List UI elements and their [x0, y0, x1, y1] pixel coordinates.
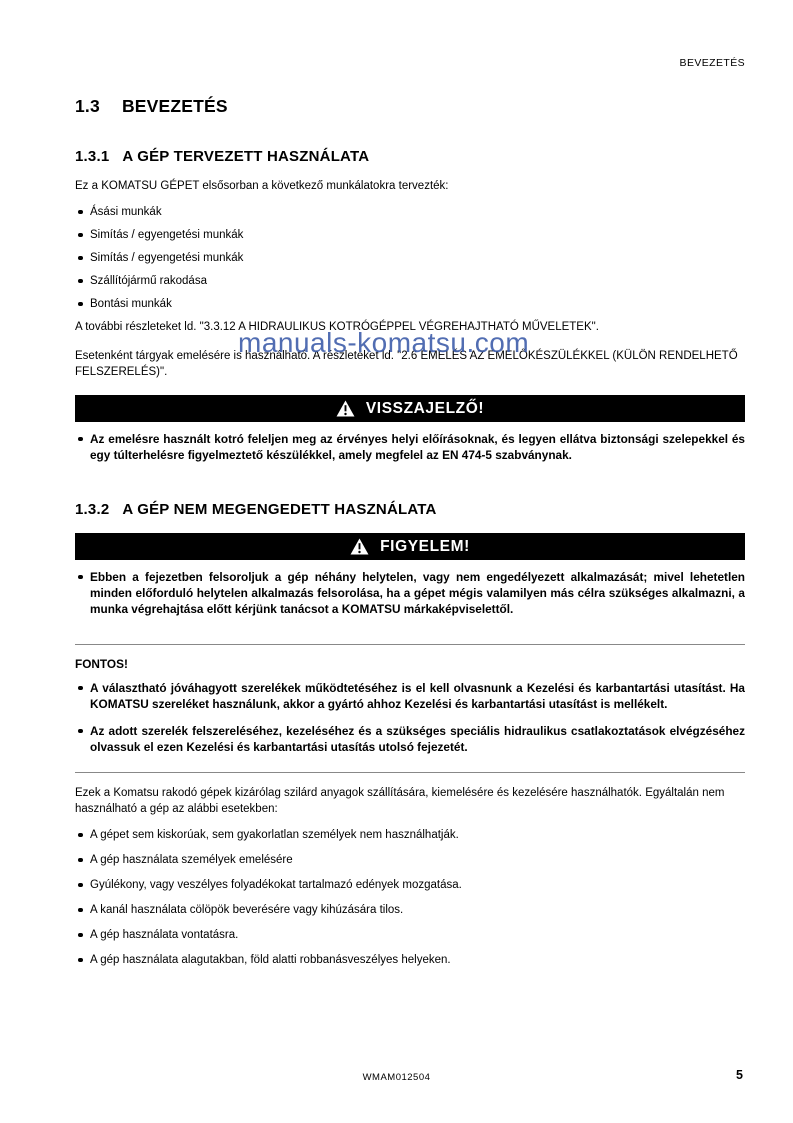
- warning-text-list: [75, 569, 745, 617]
- subsection-title-intended-use: [75, 148, 745, 165]
- prohibited-use-list: [75, 827, 745, 968]
- warning-banner: [75, 533, 745, 560]
- intended-use-lead: Ez a KOMATSU GÉPET elsősorban a következő munkálatokra tervezték:: [75, 180, 449, 192]
- subsection-title-text: A GÉP NEM MEGENGEDETT HASZNÁLATA: [122, 501, 437, 518]
- list-item: A gép használata személyek emelésére: [75, 852, 745, 868]
- warning-triangle-icon: [350, 538, 369, 555]
- running-header: BEVEZETÉS: [679, 57, 745, 69]
- subsection-title-text: A GÉP TERVEZETT HASZNÁLATA: [122, 148, 370, 165]
- intended-use-para1: A további részleteket ld. "3.3.12 A HIDRAULIKUS KOTRÓGÉPPEL VÉGREHAJTHATÓ MŰVELETEK".: [75, 321, 599, 333]
- subsection-title-prohibited-use: [75, 501, 745, 518]
- page-title: [75, 96, 745, 117]
- list-item: Bontási munkák: [75, 296, 745, 312]
- list-item: Simítás / egyengetési munkák: [75, 250, 745, 266]
- list-item: Szállítójármű rakodása: [75, 273, 745, 289]
- list-item: Ásási munkák: [75, 204, 745, 220]
- list-item: A gép használata vontatásra.: [75, 927, 745, 943]
- list-item: Az adott szerelék felszereléséhez, kezeléséhez és a szükséges speciális hidraulikus csatlakoztatások elvégzéséhez olvassuk el ezen Kezelési és karbantartási utasítás utolsó fejezetét.: [75, 723, 745, 755]
- list-item: A gépet sem kiskorúak, sem gyakorlatlan személyek nem használhatják.: [75, 827, 745, 843]
- list-item: Ebben a fejezetben felsoroljuk a gép néhány helytelen, vagy nem engedélyezett alkalmazását; mivel lehetetlen minden előforduló helytelen alkalmazás felsorolása, ha a gépet mégis valamilyen más célra szükséges alkalmazni, a munka végrehajtása előtt kérjünk tanácsot a KOMATSU márkaképviselettől.: [75, 569, 745, 617]
- important-list: [75, 680, 745, 755]
- list-item: Simítás / egyengetési munkák: [75, 227, 745, 243]
- list-item: Az emelésre használt kotró feleljen meg az érvényes helyi előírásoknak, és legyen ellátva biztonsági szelepekkel és egy túlterhelésre figyelmeztető készülékkel, amely megfelel az EN 474-5 szabványnak.: [75, 431, 745, 463]
- important-title: FONTOS!: [75, 657, 128, 671]
- notice-banner-title: VISSZAJELZŐ!: [365, 399, 485, 417]
- section-number: 1.3: [75, 96, 100, 116]
- list-item: A kanál használata cölöpök beverésére vagy kihúzására tilos.: [75, 902, 745, 918]
- list-item: A választható jóváhagyott szerelékek működtetéséhez is el kell olvasnunk a Kezelési és karbantartási utasítást. Ha KOMATSU szereléket használunk, akkor a gyártó ahhoz Kezelési és karbantartási utasítást is mellékelt.: [75, 680, 745, 712]
- warning-banner-title: FIGYELEM!: [380, 537, 470, 555]
- footer-document-code: WMAM012504: [362, 1072, 431, 1083]
- section-title-text: BEVEZETÉS: [121, 96, 228, 116]
- list-item: A gép használata alagutakban, föld alatti robbanásveszélyes helyeken.: [75, 952, 745, 968]
- intended-use-para2: Esetenként tárgyak emelésére is használható. A részleteket ld. "2.6 EMELÉS AZ EMELŐKÉSZÜLÉKKEL (KÜLÖN RENDELHETŐ FELSZERELÉS)".: [75, 350, 738, 378]
- list-item: Gyúlékony, vagy veszélyes folyadékokat tartalmazó edények mozgatása.: [75, 877, 745, 893]
- warning-triangle-icon: [336, 400, 355, 417]
- important-block: [75, 644, 745, 773]
- subsection-number: 1.3.2: [75, 501, 110, 518]
- notice-banner: [75, 395, 745, 422]
- footer-page-number: 5: [736, 1068, 743, 1082]
- intended-use-list: [75, 204, 745, 312]
- notice-text-list: [75, 431, 745, 463]
- prohibited-use-para: Ezek a Komatsu rakodó gépek kizárólag szilárd anyagok szállítására, kiemelésére és kezelésére használhatók. Egyáltalán nem használható a gép az alábbi esetekben:: [75, 787, 725, 815]
- subsection-number: 1.3.1: [75, 148, 110, 165]
- watermark: manuals-komatsu.com: [238, 327, 530, 358]
- page-content: [75, 0, 745, 977]
